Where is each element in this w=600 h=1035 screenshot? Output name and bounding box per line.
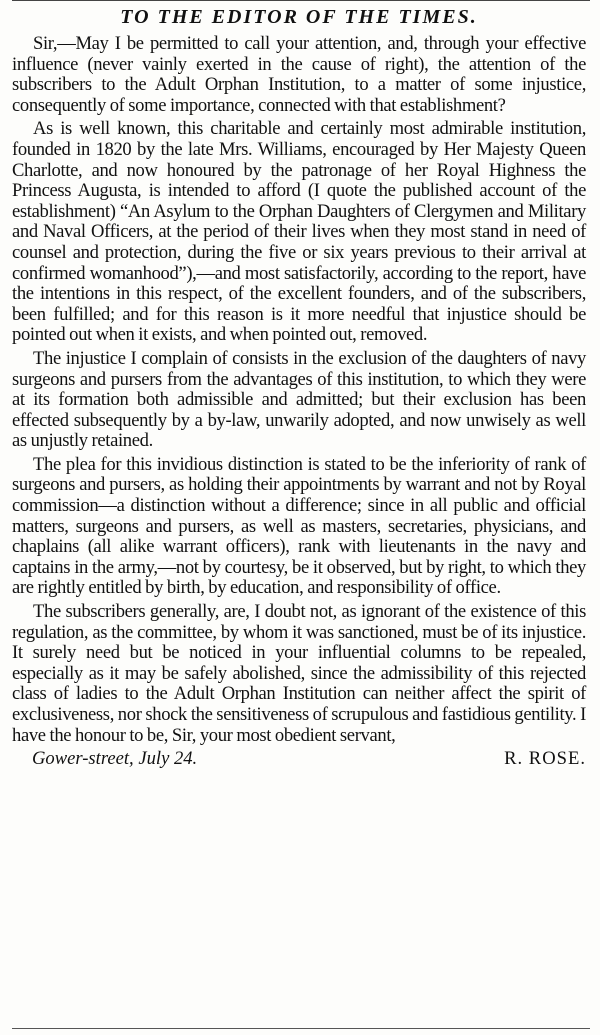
letter-footer (12, 748, 586, 770)
letter-paragraph: The plea for this invidious distinction is stated to be the inferiority of rank of surgeons and pursers, as holding their appointments by warrant and not by Royal commission—a distinction without a difference; since in all public and official matters, surgeons and pursers, as well as masters, secretaries, physicians, and chaplains (all alike warrant officers), rank with lieutenants in the navy and captains in the army,—not by courtesy, be it observed, but by right, to which they are rightly entitled by birth, by education, and responsibility of office. (12, 453, 586, 599)
letter-body (12, 34, 586, 746)
letter-paragraph: Sir,—May I be permitted to call your attention, and, through your effective influence (never vainly exerted in the cause of right), the attention of the subscribers to the Adult Orphan Institution, to a matter of some injustice, consequently of some importance, connected with that establishment? (12, 33, 586, 116)
letter-paragraph: As is well known, this charitable and certainly most admirable institution, founded in 1820 by the late Mrs. Williams, encouraged by Her Majesty Queen Charlotte, and now honoured by the patronage of her Royal Highness the Princess Augusta, is intended to afford (I quote the published account of the establishment) “An Asylum to the Orphan Daughters of Clergymen and Military and Naval Officers, at the period of their lives when they most stand in need of counsel and protection, during the five or six years previous to their arrival at confirmed womanhood”),—and most satisfactorily, according to the report, have the intentions in this respect, of the excellent founders, and of the subscribers, been fulfilled; and for this reason is it more needful that injustice should be pointed out when it exists, and when pointed out, removed. (12, 118, 586, 346)
letter-paragraph: The subscribers generally, are, I doubt not, as ignorant of the existence of this regulation, as the committee, by whom it was sanctioned, must be of its injustice. It surely need but be noticed in your influential columns to be repealed, especially as it may be safely abolished, since the admissibility of this rejected class of ladies to the Adult Orphan Institution can neither affect the spirit of exclusiveness, nor shock the sensitiveness of scrupulous and fastidious gentility. I have the honour to be, Sir, your most obedient servant, (12, 601, 586, 746)
signature: R. ROSE. (504, 748, 586, 770)
bottom-rule (12, 1028, 590, 1029)
top-rule (12, 0, 590, 1)
letter-paragraph: The injustice I complain of consists in the exclusion of the daughters of navy surgeons and pursers from the advantages of this institution, to which they were at its formation both admissible and admitted; but their exclusion has been effected subsequently by a by-law, unwarily adopted, and now unwisely as well as unjustly retained. (12, 347, 586, 452)
letter-heading: TO THE EDITOR OF THE TIMES. (120, 6, 478, 28)
place-date: Gower-street, July 24. (32, 748, 198, 770)
